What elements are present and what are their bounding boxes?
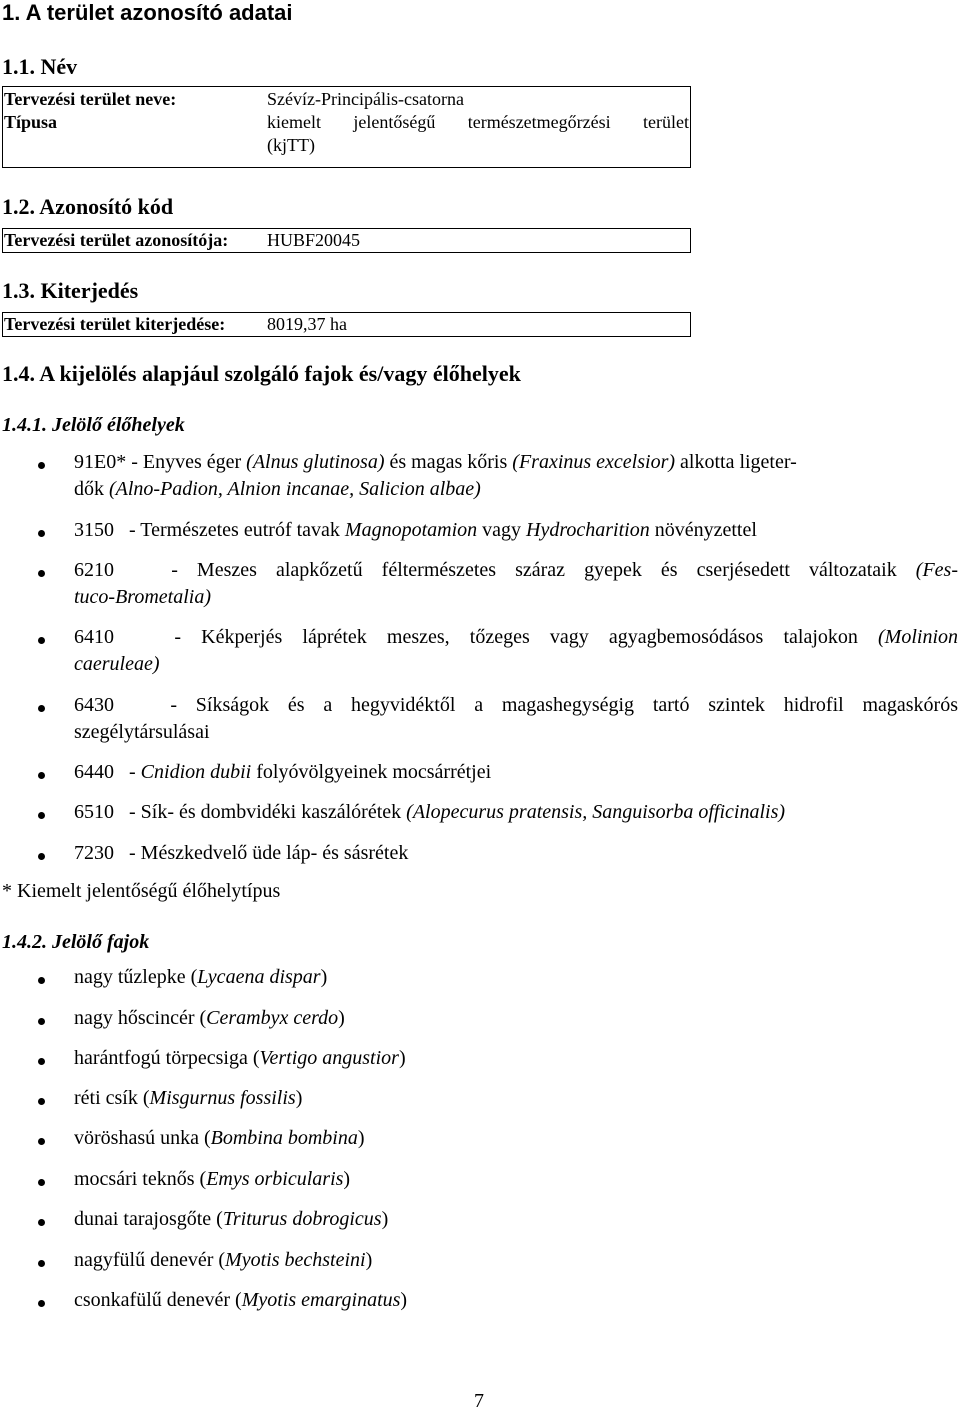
type-label: Típusa: [4, 112, 58, 132]
species-item: réti csík (Misgurnus fossilis): [74, 1087, 303, 1109]
bullet-icon: [38, 772, 45, 779]
section-1-4-2-title: 1.4.2. Jelölő fajok: [2, 931, 150, 953]
page-number: 7: [474, 1390, 484, 1412]
bullet-icon: [38, 1219, 45, 1226]
section-1-4-1-title: 1.4.1. Jelölő élőhelyek: [2, 414, 185, 436]
habitat-6410-line2: caeruleae): [74, 653, 160, 675]
species-item: nagy tűzlepke (Lycaena dispar): [74, 966, 328, 988]
species-item: nagy hőscincér (Cerambyx cerdo): [74, 1007, 345, 1029]
name-table: [2, 86, 691, 168]
habitat-91e0-line2: dők (Alno-Padion, Alnion incanae, Salicion albae): [74, 478, 481, 500]
habitat-6510: 6510 - Sík- és dombvidéki kaszálórétek (Alopecurus pratensis, Sanguisorba officinalis): [74, 801, 786, 823]
planning-area-name-value: Szévíz-Principális-csatorna: [267, 89, 464, 109]
bullet-icon: [38, 1179, 45, 1186]
habitat-6430-line1: 6430 - Síkságok és a hegyvidéktől a magashegységig tartó szintek hidrofil magaskórós: [74, 694, 958, 716]
habitat-91e0-line1: 91E0* - Enyves éger (Alnus glutinosa) és magas kőris (Fraxinus excelsior) alkotta ligeter-: [74, 451, 797, 473]
bullet-icon: [38, 637, 45, 644]
species-item: csonkafülű denevér (Myotis emarginatus): [74, 1289, 408, 1311]
species-item: mocsári teknős (Emys orbicularis): [74, 1168, 351, 1190]
habitat-6210-line2: tuco-Brometalia): [74, 586, 212, 608]
section-1-4-title: 1.4. A kijelölés alapjául szolgáló fajok és/vagy élőhelyek: [2, 361, 521, 386]
species-item: nagyfülű denevér (Myotis bechsteini): [74, 1249, 373, 1271]
habitat-6410-line1: 6410 - Kékperjés láprétek meszes, tőzeges vagy agyagbemosódásos talajokon (Molinion: [74, 626, 959, 648]
habitat-6440: 6440 - Cnidion dubii folyóvölgyeinek mocsárrétjei: [74, 761, 492, 783]
bullet-icon: [38, 530, 45, 537]
bullet-icon: [38, 853, 45, 860]
section-1-2-title: 1.2. Azonosító kód: [2, 194, 174, 219]
habitat-3150: 3150 - Természetes eutróf tavak Magnopotamion vagy Hydrocharition növényzettel: [74, 519, 757, 541]
species-item: vöröshasú unka (Bombina bombina): [74, 1127, 365, 1149]
section-1-title: 1. A terület azonosító adatai: [2, 0, 293, 25]
bullet-icon: [38, 1138, 45, 1145]
bullet-icon: [38, 1018, 45, 1025]
section-1-1-title: 1.1. Név: [2, 54, 78, 79]
type-value-line1: kiemelt jelentőségű természetmegőrzési terület: [267, 112, 689, 132]
extent-table: [2, 312, 691, 337]
habitat-6430-line2: szegélytársulásai: [74, 721, 210, 743]
bullet-icon: [38, 1098, 45, 1105]
bullet-icon: [38, 812, 45, 819]
section-1-3-title: 1.3. Kiterjedés: [2, 278, 139, 303]
habitat-7230: 7230 - Mészkedvelő üde láp- és sásrétek: [74, 842, 409, 864]
bullet-icon: [38, 462, 45, 469]
habitat-6210-line1: 6210 - Meszes alapkőzetű féltermészetes száraz gyepek és cserjésedett változataik (Fes-: [74, 559, 958, 581]
extent-value: 8019,37 ha: [267, 314, 347, 334]
id-code-table: [2, 228, 691, 253]
id-code-label: Tervezési terület azonosítója:: [4, 230, 229, 250]
bullet-icon: [38, 977, 45, 984]
bullet-icon: [38, 1058, 45, 1065]
extent-label: Tervezési terület kiterjedése:: [4, 314, 226, 334]
bullet-icon: [38, 570, 45, 577]
planning-area-name-label: Tervezési terület neve:: [4, 89, 177, 109]
species-item: dunai tarajosgőte (Triturus dobrogicus): [74, 1208, 389, 1230]
priority-habitat-footnote: * Kiemelt jelentőségű élőhelytípus: [2, 880, 281, 902]
bullet-icon: [38, 705, 45, 712]
bullet-icon: [38, 1300, 45, 1307]
species-item: harántfogú törpecsiga (Vertigo angustior): [74, 1047, 406, 1069]
id-code-value: HUBF20045: [267, 230, 361, 250]
bullet-icon: [38, 1260, 45, 1267]
type-value-line2: (kjTT): [267, 135, 315, 155]
